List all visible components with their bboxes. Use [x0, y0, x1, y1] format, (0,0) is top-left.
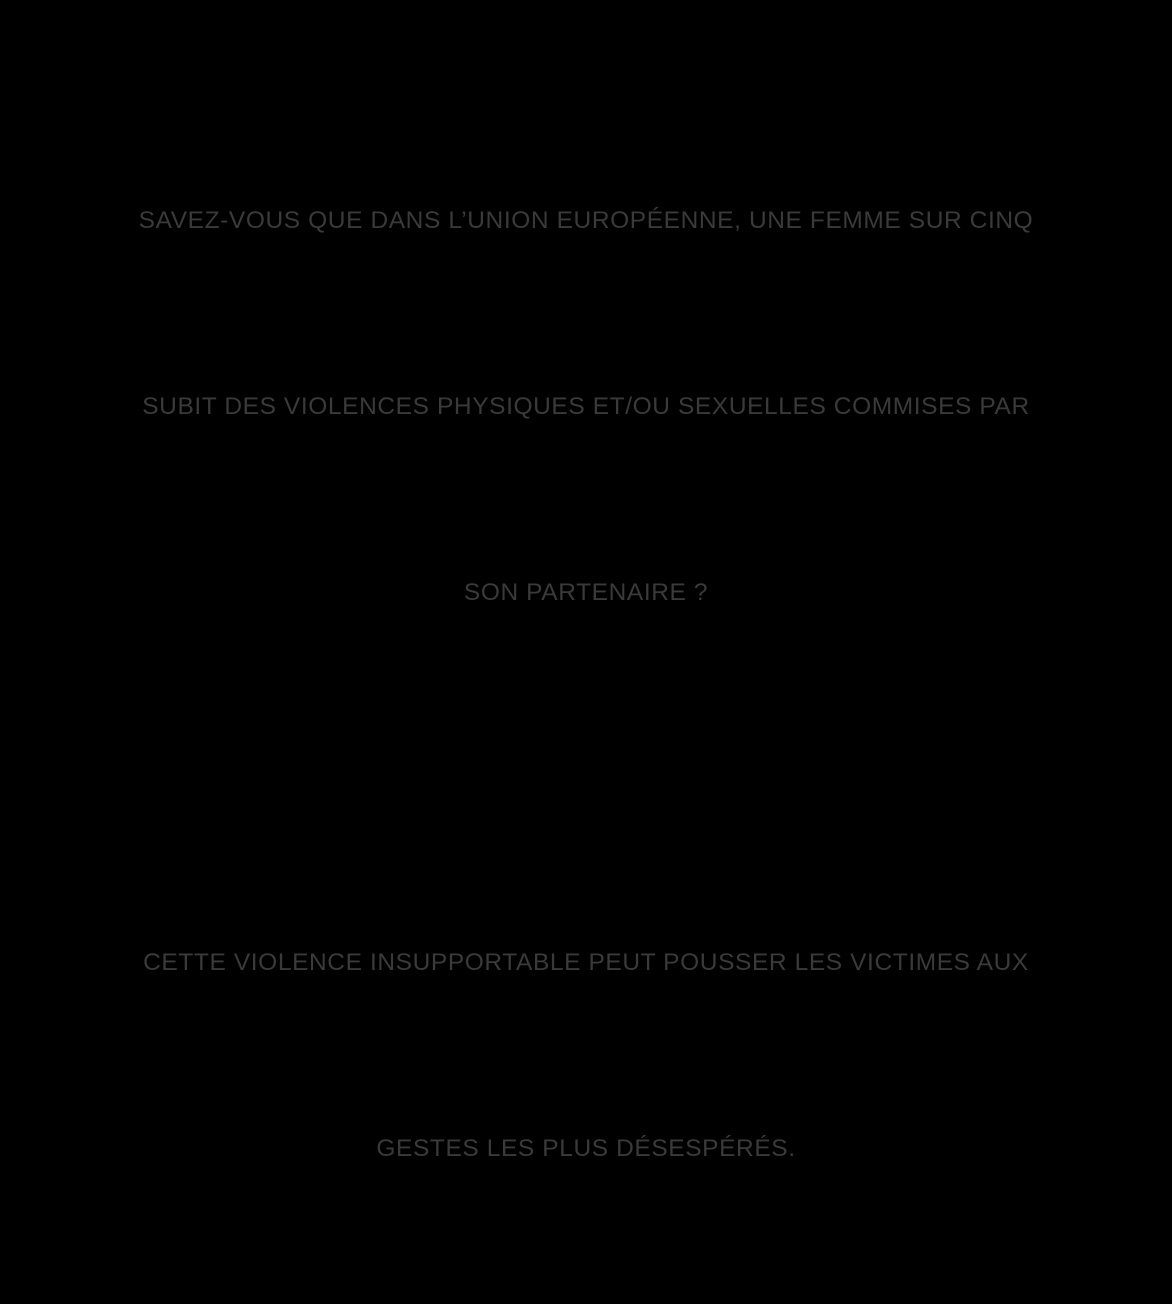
question-line-2: SUBIT DES VIOLENCES PHYSIQUES ET/OU SEXUELLES COMMISES PAR: [142, 393, 1030, 420]
statement-line-1: CETTE VIOLENCE INSUPPORTABLE PEUT POUSSER LES VICTIMES AUX: [143, 949, 1029, 976]
statement-paragraph: [126, 808, 1046, 1304]
question-paragraph: [126, 66, 1046, 748]
question-line-1: SAVEZ-VOUS QUE DANS L’UNION EUROPÉENNE, UNE FEMME SUR CINQ: [138, 207, 1034, 234]
statement-line-2: GESTES LES PLUS DÉSESPÉRÉS.: [376, 1135, 796, 1162]
question-line-3: SON PARTENAIRE ?: [463, 579, 709, 606]
